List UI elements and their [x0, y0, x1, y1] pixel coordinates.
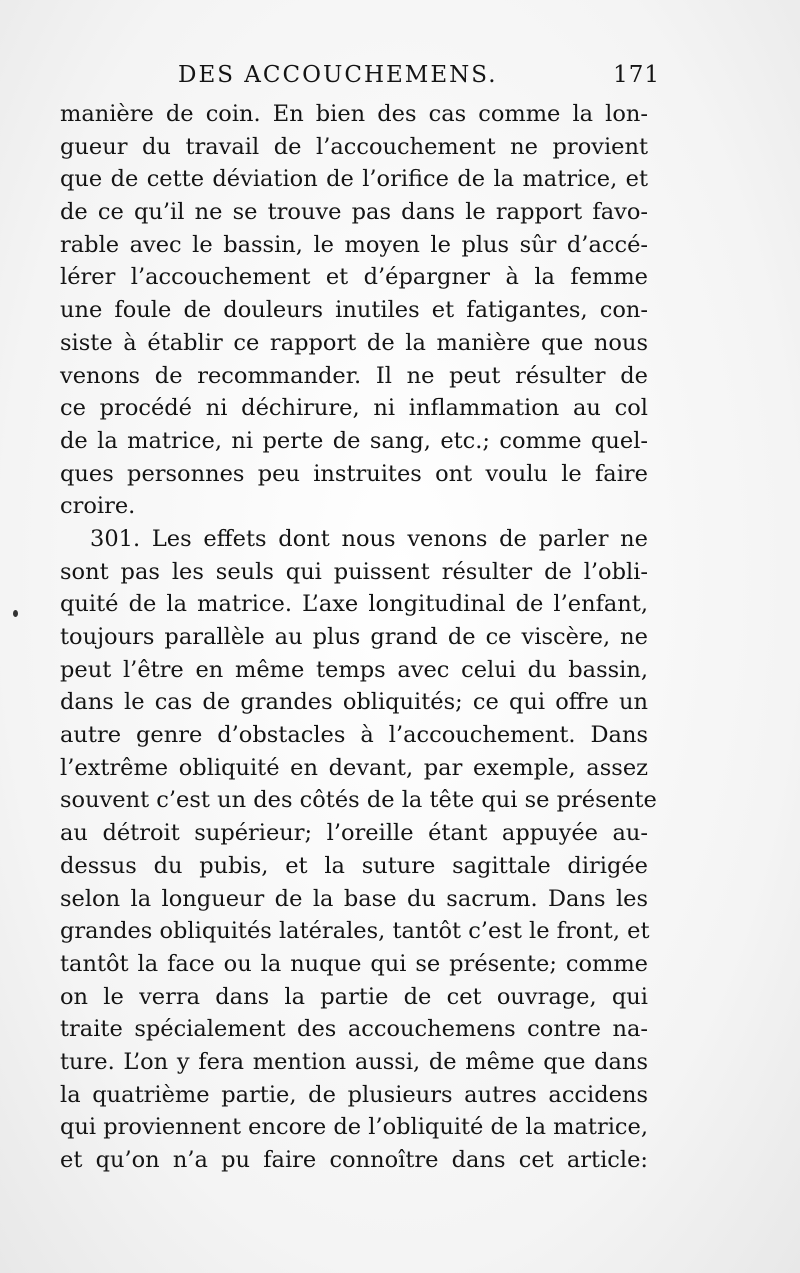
text-line: dans le cas de grandes obliquités; ce qui offre un: [60, 689, 648, 716]
text-line: ce procédé ni déchirure, ni inflammation au col: [60, 395, 648, 422]
text-line: dessus du pubis, et la suture sagittale dirigée: [60, 852, 648, 879]
body-text: [60, 98, 657, 1177]
text-line: l’extrême obliquité en devant, par exemple, assez: [60, 754, 648, 781]
text-line: ture. L’on y fera mention aussi, de même que dans: [60, 1048, 648, 1075]
text-line: quité de la matrice. L’axe longitudinal de l’enfant,: [60, 591, 648, 618]
text-line: une foule de douleurs inutiles et fatigantes, con-: [60, 297, 648, 324]
text-line: gueur du travail de l’accouchement ne provient: [60, 133, 648, 160]
text-line: la quatrième partie, de plusieurs autres accidens: [60, 1081, 648, 1108]
text-line: sont pas les seuls qui puissent résulter de l’obli-: [60, 558, 648, 585]
text-line: traite spécialement des accouchemens contre na-: [60, 1016, 648, 1043]
running-head: [60, 58, 660, 92]
page-number: 171: [613, 62, 660, 88]
running-title: DES ACCOUCHEMENS.: [178, 62, 498, 88]
text-line: qui proviennent encore de l’obliquité de la matrice,: [60, 1114, 648, 1141]
text-line: peut l’être en même temps avec celui du bassin,: [60, 656, 648, 683]
text-line: grandes obliquités latérales, tantôt c’est le front, et: [60, 918, 650, 945]
text-line: toujours parallèle au plus grand de ce viscère, ne: [60, 624, 648, 650]
ink-speck: [13, 610, 18, 617]
text-line: on le verra dans la partie de cet ouvrage, qui: [60, 983, 648, 1010]
text-line: de ce qu’il ne se trouve pas dans le rapport favo-: [60, 199, 648, 226]
text-line: venons de recommander. Il ne peut résulter de: [60, 362, 648, 389]
text-line: ques personnes peu instruites ont voulu le faire: [60, 460, 648, 487]
text-line: rable avec le bassin, le moyen le plus sûr d’accé-: [60, 231, 648, 258]
text-line: tantôt la face ou la nuque qui se présente; comme: [60, 950, 648, 977]
text-line: et qu’on n’a pu faire connoître dans cet article:: [60, 1147, 648, 1173]
text-line: manière de coin. En bien des cas comme la lon-: [60, 101, 648, 127]
text-line: lérer l’accouchement et d’épargner à la femme: [60, 264, 648, 291]
text-line-paragraph-start: 301. Les effets dont nous venons de parler ne: [90, 525, 648, 552]
text-line: siste à établir ce rapport de la manière que nous: [60, 329, 648, 356]
text-line: au détroit supérieur; l’oreille étant appuyée au-: [60, 820, 648, 847]
text-line: selon la longueur de la base du sacrum. Dans les: [60, 885, 648, 912]
text-line: autre genre d’obstacles à l’accouchement. Dans: [60, 722, 648, 749]
text-line: souvent c’est un des côtés de la tête qui se présente: [60, 787, 657, 814]
text-line-paragraph-end: croire.: [60, 493, 136, 520]
text-line: de la matrice, ni perte de sang, etc.; comme quel-: [60, 427, 648, 454]
text-line: que de cette déviation de l’orifice de la matrice, et: [60, 166, 648, 193]
